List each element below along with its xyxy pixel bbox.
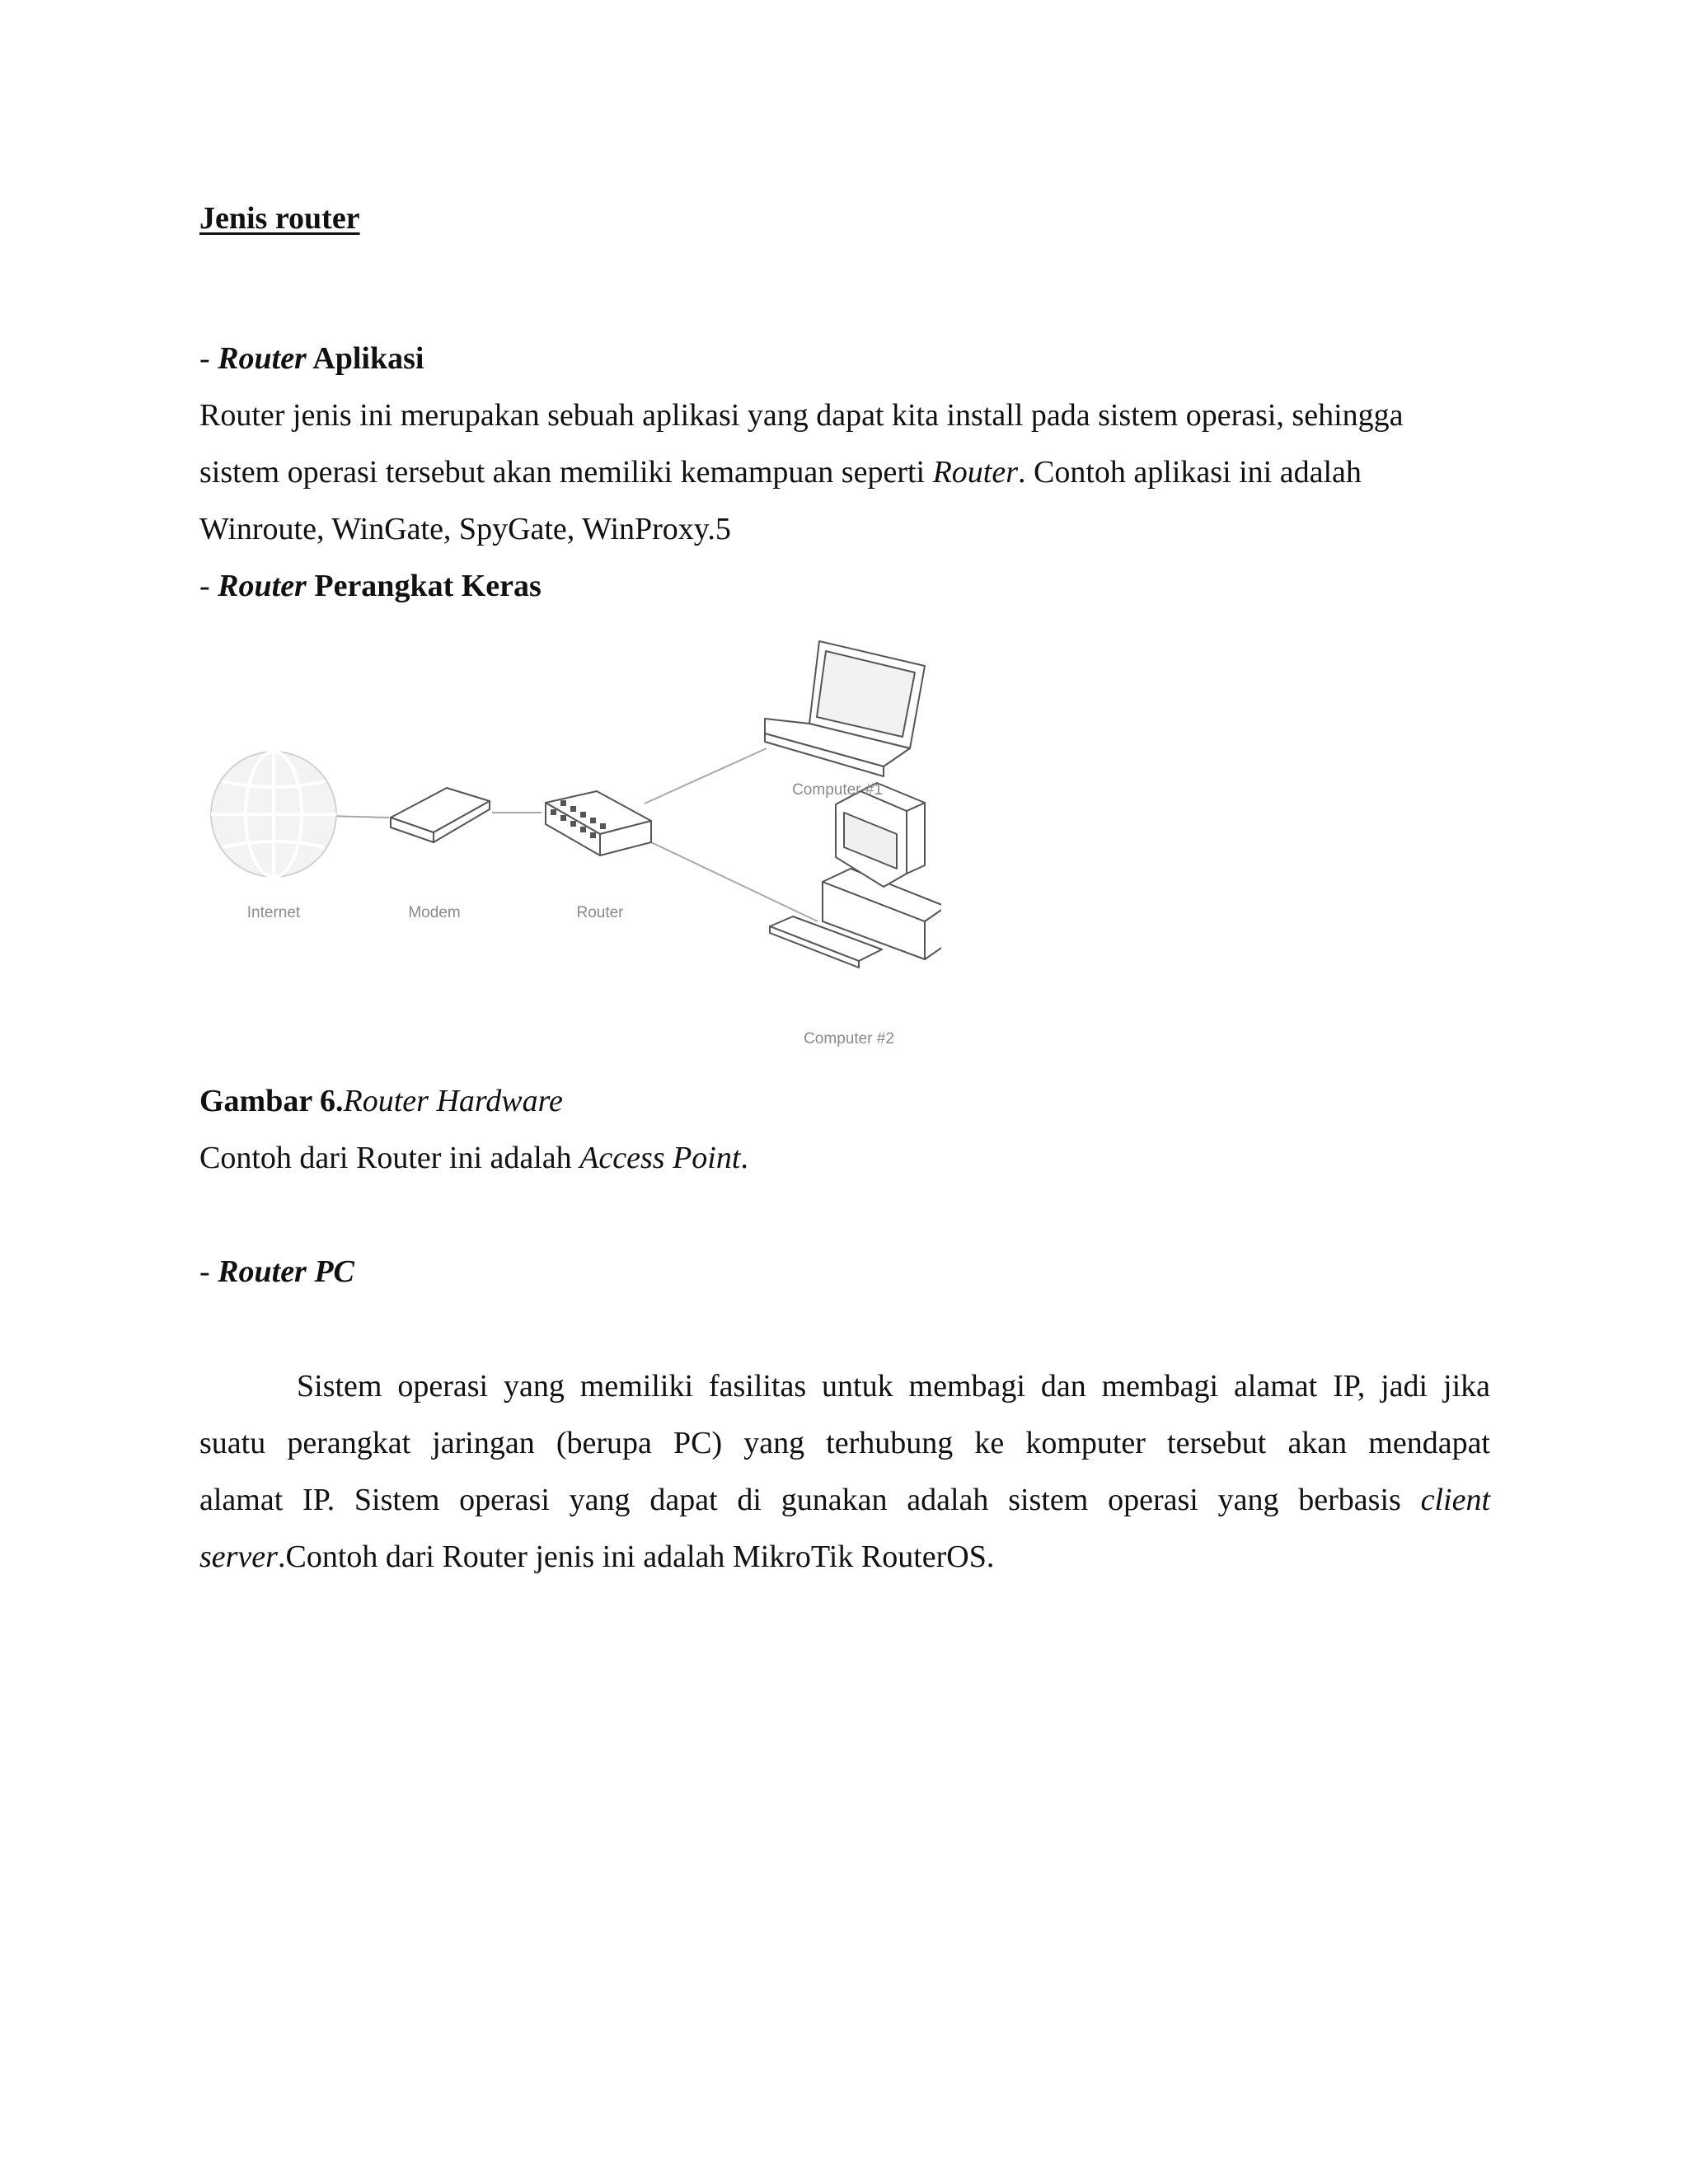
desktop-computer-icon [770,783,941,968]
globe-icon [211,752,336,877]
subheading-router-perangkat-keras [199,565,542,607]
text-run: alamat IP. Sistem operasi yang dapat di gunakan adalah sistem operasi yang berbasis [199,1483,1421,1517]
subheading-router-pc [199,1251,354,1292]
link-router-computer1 [645,748,767,804]
figure-caption [199,1080,563,1122]
text-run-italic: Router [932,455,1019,490]
label-modem: Modem [408,904,461,921]
caption-title: Router Hardware [343,1084,563,1118]
label-router: Router [576,904,624,921]
subheading-italic: Router [218,569,307,603]
router-hardware-diagram [199,626,941,1055]
text-run-italic: server [199,1540,278,1574]
diagram-svg [199,626,941,1055]
subheading-italic: Router PC [218,1254,354,1289]
subheading-prefix: - [199,1254,218,1289]
section-heading: Jenis router [199,201,360,236]
text-run: . [740,1141,748,1175]
subheading-router-aplikasi [199,338,424,379]
laptop-icon [765,641,925,776]
link-router-computer2 [651,842,818,921]
body-line [199,452,1362,493]
text-run-italic: client [1420,1483,1490,1517]
label-computer-2: Computer #2 [804,1030,894,1047]
subheading-rest: Aplikasi [306,341,424,376]
router-icon [546,791,651,855]
text-run: .Contoh dari Router jenis ini adalah MikroTik RouterOS. [277,1540,995,1574]
figure-note [199,1137,748,1179]
label-computer-1: Computer #1 [792,781,883,799]
label-internet: Internet [246,904,301,921]
subheading-prefix: - [199,569,218,603]
paragraph-line: Sistem operasi yang memiliki fasilitas untuk membagi dan membagi alamat IP, jadi jika [297,1369,1490,1404]
text-run-italic: Access Point [579,1141,741,1175]
text-run: sistem operasi tersebut akan memiliki kemampuan seperti [199,455,933,490]
paragraph-line [199,1536,994,1577]
text-run: . Contoh aplikasi ini adalah [1018,455,1362,490]
subheading-prefix: - [199,341,218,376]
body-line: Router jenis ini merupakan sebuah aplikasi yang dapat kita install pada sistem operasi, sehingga [199,398,1404,433]
text-run: Contoh dari Router ini adalah [199,1141,580,1175]
subheading-rest: Perangkat Keras [306,569,542,603]
caption-number: Gambar 6. [199,1084,344,1118]
paragraph-line: suatu perangkat jaringan (berupa PC) yang terhubung ke komputer tersebut akan mendapat [199,1426,1490,1460]
paragraph-line [199,1479,1490,1521]
subheading-italic: Router [218,341,307,376]
modem-icon [391,788,490,842]
body-line: Winroute, WinGate, SpyGate, WinProxy.5 [199,512,731,546]
